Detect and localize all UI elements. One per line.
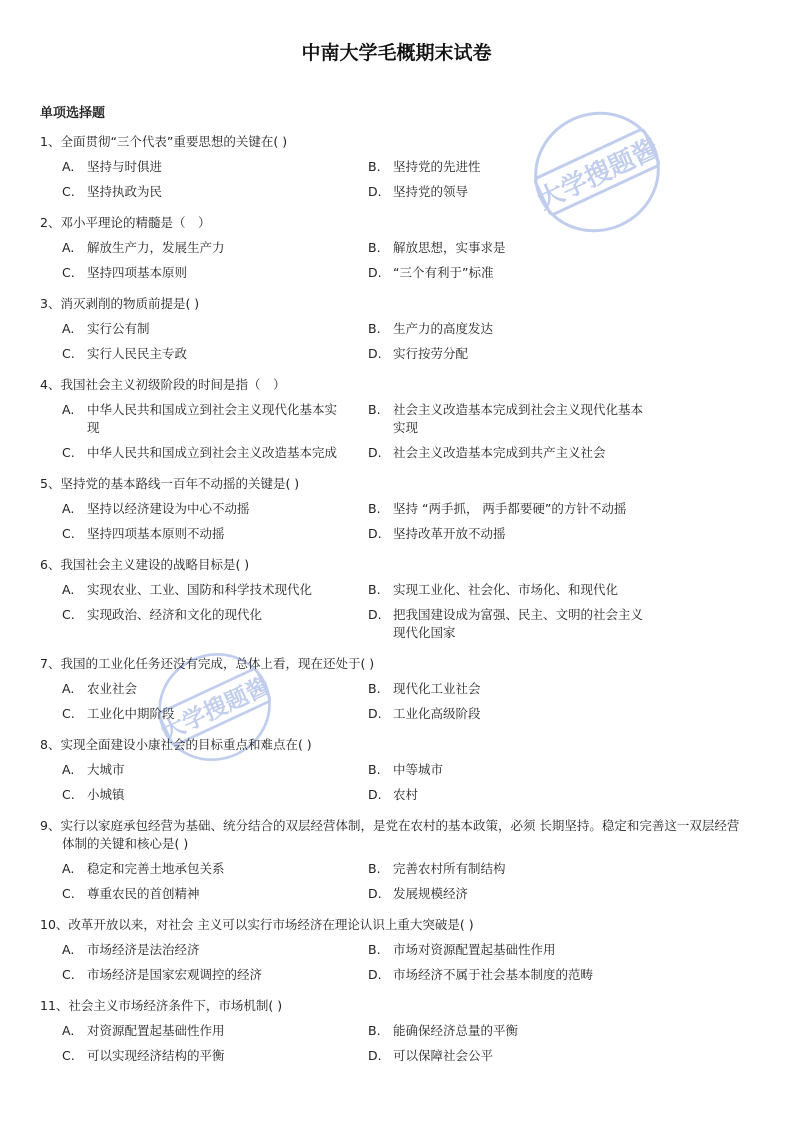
option-text: 农业社会 [87,681,138,696]
question [40,376,740,462]
question [40,475,740,543]
answer-option [40,239,346,257]
option-label: A. [62,762,75,777]
option-label: C. [62,967,75,982]
option-row [40,1022,740,1040]
option-label: D. [368,886,382,901]
option-text: 市场经济不属于社会基本制度的范畴 [393,967,594,982]
answer-option [40,705,346,723]
answer-option [346,885,652,903]
question [40,655,740,723]
option-label: B. [368,1023,381,1038]
answer-option [346,966,652,984]
option-row [40,158,740,176]
answer-option [40,525,346,543]
answer-option [346,705,652,723]
question [40,736,740,804]
option-text: 现代化工业社会 [393,681,481,696]
answer-option [346,941,652,959]
option-row [40,885,740,903]
option-label: A. [62,402,75,417]
option-label: D. [368,1048,382,1063]
option-label: D. [368,967,382,982]
option-text: 市场对资源配置起基础性作用 [393,942,556,957]
option-label: B. [368,240,381,255]
answer-option [346,761,652,779]
answer-option [346,264,652,282]
option-label: A. [62,861,75,876]
answer-option [346,860,652,878]
option-text: 能确保经济总量的平衡 [393,1023,519,1038]
document-title: 中南大学毛概期末试卷 [301,42,492,64]
option-label: D. [368,265,382,280]
option-text: 坚持改革开放不动摇 [393,526,506,541]
option-text: 中等城市 [393,762,444,777]
answer-option [346,320,652,338]
answer-option [346,401,652,437]
question-list [40,127,740,1065]
option-text: 坚持 “两手抓， 两手都要硬”的方针不动摇 [393,501,627,516]
answer-option [40,158,346,176]
question [40,997,740,1065]
answer-option [40,606,346,642]
option-text: 实行公有制 [87,321,150,336]
answer-option [40,264,346,282]
question-text: 5、坚持党的基本路线一百年不动摇的关键是( ) [40,476,300,491]
question-text: 7、我国的工业化任务还没有完成，总体上看，现在还处于( ) [40,656,375,671]
option-row [40,680,740,698]
answer-option [346,1047,652,1065]
option-label: C. [62,787,75,802]
option-text: “三个有利于”标准 [393,265,494,280]
option-label: D. [368,445,382,460]
option-text: 市场经济是国家宏观调控的经济 [87,967,263,982]
option-text: 坚持党的先进性 [393,159,481,174]
answer-option [40,761,346,779]
question-text: 1、全面贯彻“三个代表”重要思想的关键在( ) [40,134,288,149]
answer-option [40,1022,346,1040]
option-label: B. [368,402,381,417]
option-label: B. [368,321,381,336]
option-label: C. [62,445,75,460]
question-text: 8、实现全面建设小康社会的目标重点和难点在( ) [40,737,312,752]
answer-option [346,680,652,698]
option-row [40,941,740,959]
option-label: D. [368,706,382,721]
option-row [40,401,740,437]
option-text: 可以保障社会公平 [393,1048,494,1063]
answer-option [40,444,346,462]
question-text: 3、消灭剥削的物质前提是( ) [40,296,200,311]
option-text: 对资源配置起基础性作用 [87,1023,225,1038]
answer-option [40,786,346,804]
answer-option [346,1022,652,1040]
option-text: 实现工业化、社会化、市场化、和现代化 [393,582,619,597]
option-text: 坚持党的领导 [393,184,469,199]
option-text: 解放思想，实事求是 [393,240,506,255]
option-label: C. [62,265,75,280]
watermark-text: 大学搜题酱 [157,672,275,747]
section-heading: 单项选择题 [40,106,106,121]
option-label: D. [368,184,382,199]
answer-option [346,500,652,518]
answer-option [40,885,346,903]
option-label: A. [62,942,75,957]
option-row [40,239,740,257]
answer-option [346,786,652,804]
answer-option [346,581,652,599]
answer-option [40,320,346,338]
option-row [40,581,740,599]
answer-option [346,345,652,363]
answer-option [40,941,346,959]
option-row [40,860,740,878]
option-label: D. [368,346,382,361]
option-text: 中华人民共和国成立到社会主义现代化基本实现 [87,402,338,435]
watermark-text: 大学搜题酱 [533,133,664,216]
option-row [40,786,740,804]
option-label: A. [62,582,75,597]
answer-option [40,401,346,437]
answer-option [346,158,652,176]
option-label: B. [368,501,381,516]
answer-option [40,1047,346,1065]
option-label: B. [368,681,381,696]
option-text: 社会主义改造基本完成到社会主义现代化基本实现 [393,402,644,435]
option-text: 解放生产力，发展生产力 [87,240,225,255]
answer-option [346,239,652,257]
option-text: 实行人民民主专政 [87,346,188,361]
option-text: 农村 [393,787,419,802]
option-text: 生产力的高度发达 [393,321,494,336]
option-row [40,183,740,201]
option-text: 坚持四项基本原则不动摇 [87,526,225,541]
option-text: 社会主义改造基本完成到共产主义社会 [393,445,606,460]
option-text: 中华人民共和国成立到社会主义改造基本完成 [87,445,338,460]
option-row [40,345,740,363]
option-label: B. [368,582,381,597]
option-text: 把我国建设成为富强、民主、文明的社会主义现代化国家 [393,607,644,640]
answer-option [40,183,346,201]
answer-option [40,345,346,363]
option-label: C. [62,346,75,361]
option-row [40,320,740,338]
option-text: 大城市 [87,762,125,777]
option-label: A. [62,240,75,255]
answer-option [40,966,346,984]
option-text: 尊重农民的首创精神 [87,886,200,901]
question [40,556,740,642]
option-label: B. [368,942,381,957]
answer-option [40,860,346,878]
option-row [40,966,740,984]
option-row [40,1047,740,1065]
option-text: 市场经济是法治经济 [87,942,200,957]
option-label: C. [62,706,75,721]
option-label: B. [368,159,381,174]
option-text: 坚持与时俱进 [87,159,163,174]
option-row [40,264,740,282]
option-label: D. [368,607,382,622]
option-label: D. [368,787,382,802]
option-text: 发展规模经济 [393,886,469,901]
answer-option [346,525,652,543]
question-text: 2、邓小平理论的精髓是（ ） [40,215,211,230]
question-text: 10、改革开放以来，对社会 主义可以实行市场经济在理论认识上重大突破是( ) [40,917,474,932]
option-text: 坚持以经济建设为中心不动摇 [87,501,250,516]
answer-option [40,581,346,599]
option-label: A. [62,321,75,336]
option-label: B. [368,762,381,777]
option-text: 稳定和完善土地承包关系 [87,861,225,876]
answer-option [346,183,652,201]
option-label: A. [62,501,75,516]
option-label: C. [62,886,75,901]
option-text: 实现农业、工业、国防和科学技术现代化 [87,582,313,597]
answer-option [40,500,346,518]
option-text: 坚持四项基本原则 [87,265,188,280]
option-row [40,705,740,723]
question [40,916,740,984]
option-row [40,606,740,642]
answer-option [346,606,652,642]
option-text: 可以实现经济结构的平衡 [87,1048,225,1063]
question [40,214,740,282]
question-text: 6、我国社会主义建设的战略目标是( ) [40,557,250,572]
option-text: 实现政治、经济和文化的现代化 [87,607,263,622]
question-text: 4、我国社会主义初级阶段的时间是指（ ） [40,377,286,392]
question [40,817,740,903]
option-row [40,500,740,518]
question-text: 9、实行以家庭承包经营为基础、统分结合的双层经营体制，是党在农村的基本政策，必须 长期坚持。稳定和完善这一双层经营体制的关键和核心是( ) [40,818,740,851]
option-row [40,761,740,779]
option-text: 完善农村所有制结构 [393,861,506,876]
answer-option [346,444,652,462]
option-row [40,525,740,543]
option-row [40,444,740,462]
option-text: 小城镇 [87,787,125,802]
question [40,133,740,201]
answer-option [40,680,346,698]
option-text: 工业化中期阶段 [87,706,175,721]
option-label: C. [62,607,75,622]
option-label: A. [62,681,75,696]
option-text: 工业化高级阶段 [393,706,481,721]
option-label: D. [368,526,382,541]
option-label: A. [62,159,75,174]
option-text: 实行按劳分配 [393,346,469,361]
option-label: C. [62,1048,75,1063]
option-text: 坚持执政为民 [87,184,163,199]
question [40,295,740,363]
option-label: C. [62,184,75,199]
option-label: C. [62,526,75,541]
question-text: 11、社会主义市场经济条件下，市场机制( ) [40,998,283,1013]
option-label: A. [62,1023,75,1038]
option-label: B. [368,861,381,876]
